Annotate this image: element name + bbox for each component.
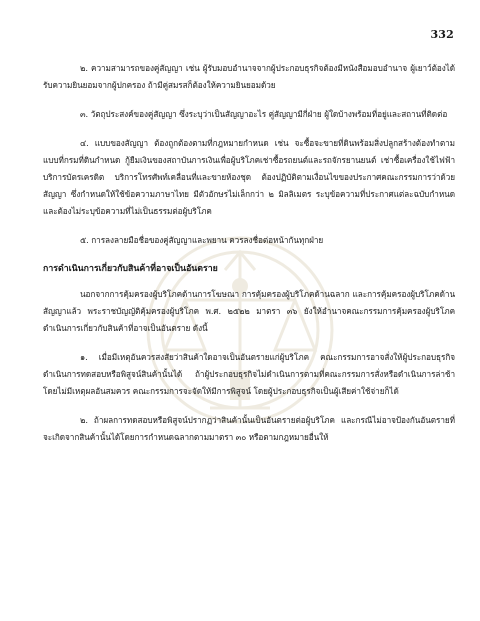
paragraph-contract-purpose: ๓. วัตถุประสงค์ของคู่สัญญา ซึ่งระบุว่าเป็นสัญญาอะไร คู่สัญญามีกี่ฝ่าย ผู้ใดบ้างพร้อมที่อยู่และสถานที่ติดต่อ [80, 109, 448, 119]
document-body [43, 60, 455, 458]
paragraph-hazard-testing: ๑. เมื่อมีเหตุอันควรสงสัยว่าสินค้าใดอาจเป็นอันตรายแก่ผู้บริโภค คณะกรรมการอาจสั่งให้ผู้ประกอบธุรกิจดำเนินการทดสอบหรือพิสูจน์สินค้านั้นได้ ถ้าผู้ประกอบธุรกิจไม่ดำเนินการตามที่คณะกรรมการสั่งหรือดำเนินการล่าช้า โดยไม่มีเหตุผลอันสมควร คณะกรรมการจะจัดให้มีการพิสูจน์ โดยผู้ประกอบธุรกิจเป็นผู้เสียค่าใช้จ่ายก็ได้ [43, 352, 455, 396]
paragraph-contract-capacity: ๒. ความสามารถของคู่สัญญา เช่น ผู้รับมอบอำนาจจากผู้ประกอบธุรกิจต้องมีหนังสือมอบอำนาจ ผู้เยาว์ต้องได้รับความยินยอมจากผู้ปกครอง ถ้ามีคู่สมรสก็ต้องให้ความยินยอมด้วย [43, 63, 455, 90]
paragraph-hazard-result: ๒. ถ้าผลการทดสอบหรือพิสูจน์ปรากฏว่าสินค้านั้นเป็นอันตรายต่อผู้บริโภค และกรณีไม่อาจป้องกันอันตรายที่จะเกิดจากสินค้านั้นได้โดยการกำหนดฉลากตามมาตรา ๓๐ หรือตามกฎหมายอื่นให้ [43, 415, 455, 442]
section-heading: การดำเนินการเกี่ยวกับสินค้าที่อาจเป็นอันตราย [43, 264, 218, 274]
paragraph-section-intro: นอกจากการคุ้มครองผู้บริโภคด้านการโฆษณา การคุ้มครองผู้บริโภคด้านฉลาก และการคุ้มครองผู้บริโภคด้านสัญญาแล้ว พระราชบัญญัติคุ้มครองผู้บริโภค พ.ศ. ๒๕๒๒ มาตรา ๓๖ ยังให้อำนาจคณะกรรมการคุ้มครองผู้บริโภคดำเนินการเกี่ยวกับสินค้าที่อาจเป็นอันตราย ดังนี้ [43, 289, 455, 333]
paragraph-contract-form: ๔. แบบของสัญญา ต้องถูกต้องตามที่กฎหมายกำหนด เช่น จะซื้อจะขายที่ดินพร้อมสิ่งปลูกสร้างต้องทำตามแบบที่กรมที่ดินกำหนด กู้ยืมเงินของสถาบันการเงินเพื่อผู้บริโภคเช่าซื้อรถยนต์และรถจักรยานยนต์ เช่าซื้อเครื่องใช้ไฟฟ้า บริการบัตรเครดิต บริการโทรศัพท์เคลื่อนที่และขายห้องชุด ต้องปฏิบัติตามเงื่อนไขของประกาศคณะกรรมการว่าด้วยสัญญา ซึ่งกำหนดให้ใช้ข้อความภาษาไทย มีตัวอักษรไม่เล็กกว่า ๒ มิลลิเมตร ระบุข้อความที่ประกาศแต่ละฉบับกำหนดและต้องไม่ระบุข้อความที่ไม่เป็นธรรมต่อผู้บริโภค [43, 138, 455, 216]
page-number: 332 [430, 28, 454, 41]
paragraph-contract-signature: ๕. การลงลายมือชื่อของคู่สัญญาและพยาน ควรลงชื่อต่อหน้ากันทุกฝ่าย [80, 235, 324, 245]
